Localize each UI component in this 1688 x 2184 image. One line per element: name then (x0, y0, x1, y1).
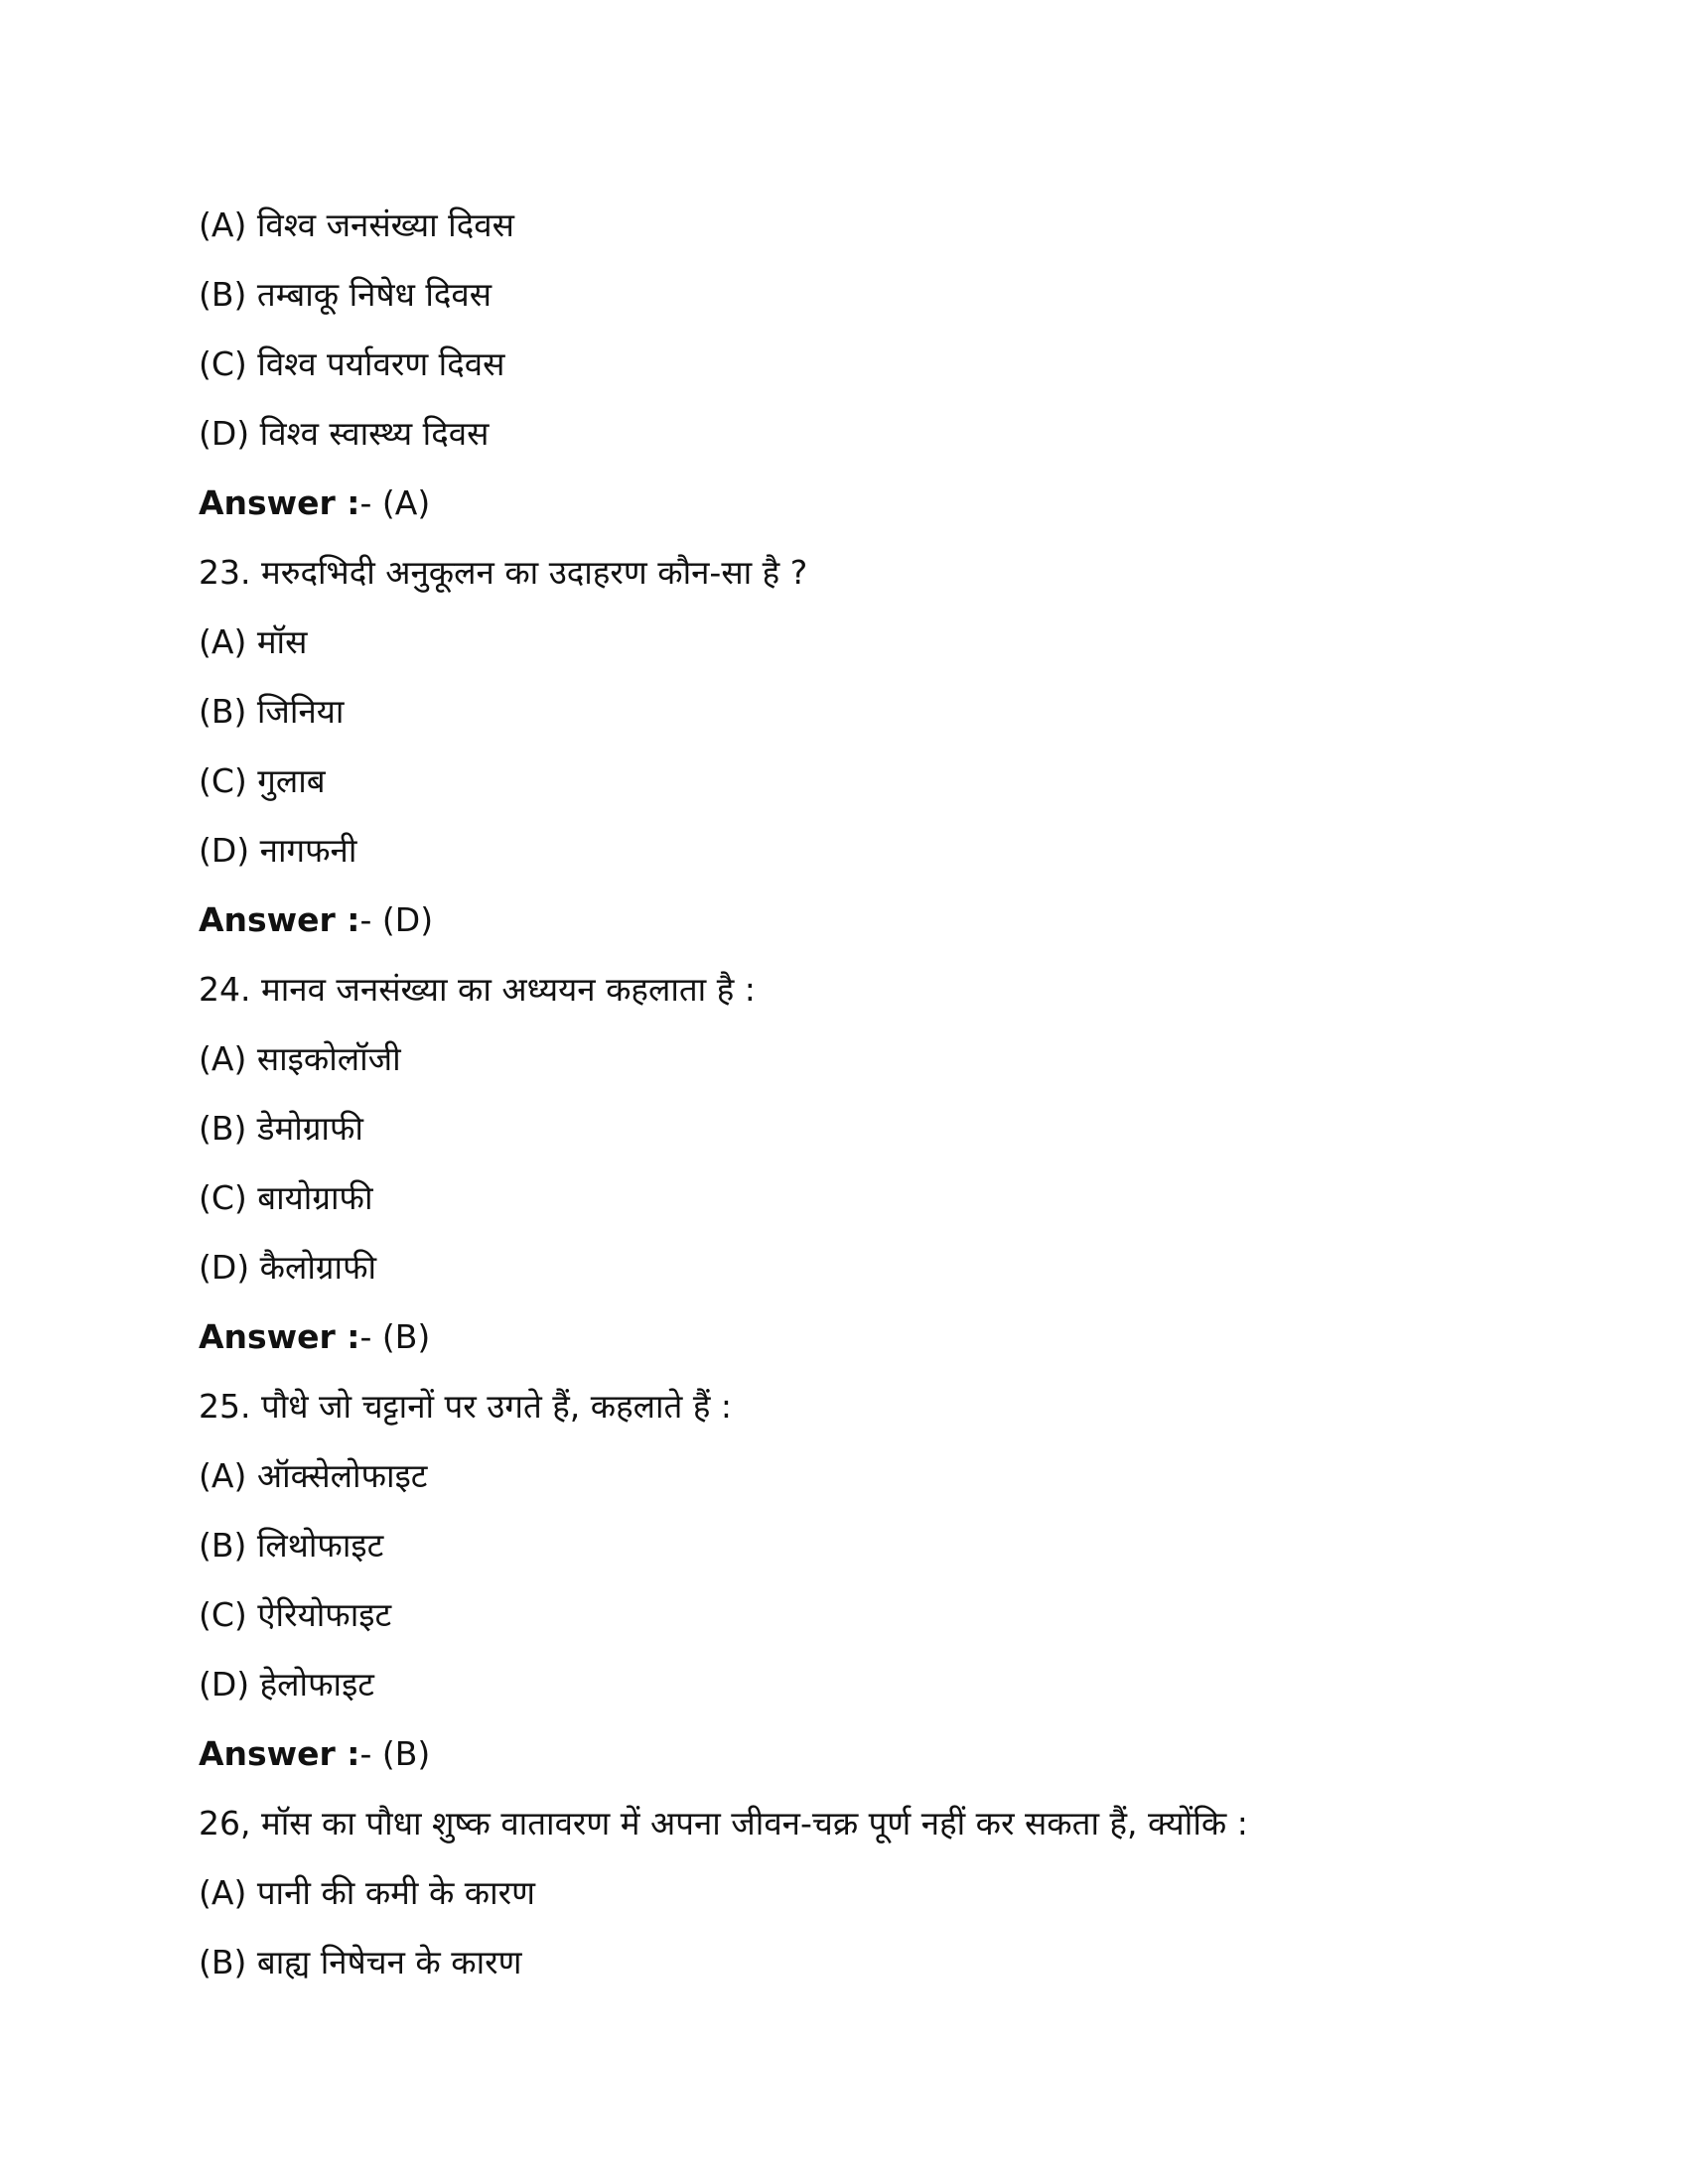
q22-option-d: (D) विश्व स्वास्थ्य दिवस (199, 414, 490, 453)
q25-answer (199, 1719, 1489, 1789)
answer-label: Answer : (199, 483, 360, 522)
answer-value: - (D) (359, 900, 434, 939)
q25-option-b: (B) लिथोफाइट (199, 1526, 384, 1565)
q24-option-d: (D) कैलोग्राफी (199, 1248, 377, 1287)
answer-value: - (B) (359, 1317, 431, 1356)
q23-option-c: (C) गुलाब (199, 761, 326, 800)
answer-value: - (A) (359, 483, 431, 522)
q23-option-b: (B) जिनिया (199, 692, 345, 731)
q25-option-a: (A) ऑक्सेलोफाइट (199, 1456, 428, 1495)
q24-question: 24. मानव जनसंख्या का अध्ययन कहलाता है : (199, 970, 756, 1009)
q23-option-d: (D) नागफनी (199, 831, 357, 870)
q26-question: 26, मॉस का पौधा शुष्क वातावरण में अपना जीवन-चक्र पूर्ण नहीं कर सकता हैं, क्योंकि : (199, 1804, 1248, 1843)
question-content (199, 191, 1489, 1997)
q25-question: 25. पौधे जो चट्टानों पर उगते हैं, कहलाते हैं : (199, 1387, 732, 1426)
q22-option-b: (B) तम्बाकू निषेध दिवस (199, 275, 492, 314)
q26-option-a: (A) पानी की कमी के कारण (199, 1873, 536, 1912)
q26-option-b: (B) बाह्य निषेचन के कारण (199, 1943, 522, 1981)
answer-label: Answer : (199, 1317, 360, 1356)
q25-option-c: (C) ऐरियोफाइट (199, 1595, 392, 1634)
q23-option-a: (A) मॉस (199, 622, 308, 661)
q25-option-d: (D) हेलोफाइट (199, 1665, 374, 1704)
answer-label: Answer : (199, 900, 360, 939)
q24-option-b: (B) डेमोग्राफी (199, 1109, 363, 1148)
q22-answer (199, 469, 1489, 538)
q24-answer (199, 1302, 1489, 1372)
q23-question: 23. मरुदभिदी अनुकूलन का उदाहरण कौन-सा है ? (199, 553, 808, 592)
q24-option-a: (A) साइकोलॉजी (199, 1039, 401, 1078)
q22-option-c: (C) विश्व पर्यावरण दिवस (199, 344, 505, 383)
q24-option-c: (C) बायोग्राफी (199, 1178, 373, 1217)
q23-answer (199, 886, 1489, 955)
answer-label: Answer : (199, 1734, 360, 1773)
q22-option-a: (A) विश्व जनसंख्या दिवस (199, 205, 514, 244)
answer-value: - (B) (359, 1734, 431, 1773)
